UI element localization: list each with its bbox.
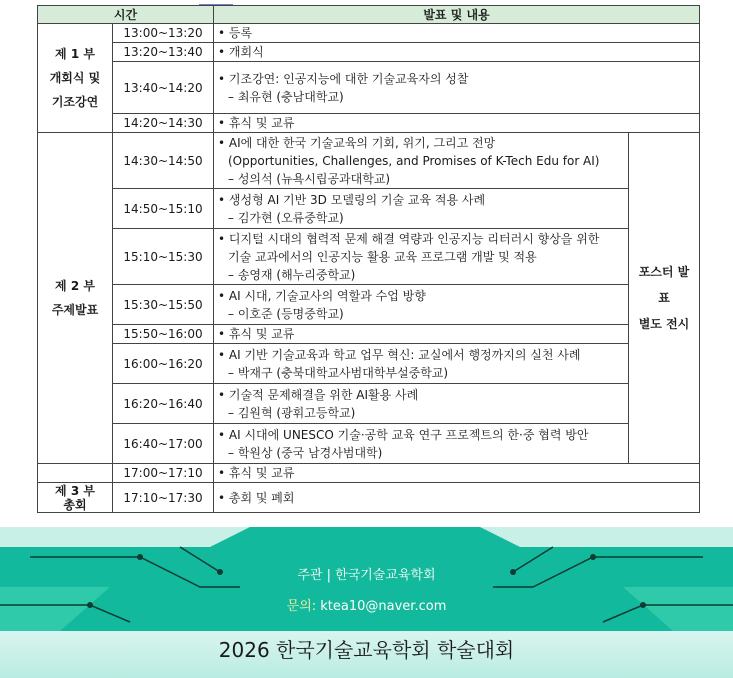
content-line: • 생성형 AI 기반 3D 모델링의 기술 교육 적용 사례 [218,192,486,207]
session-2-label [38,133,113,464]
time-cell: 14:20~14:30 [113,114,214,133]
poster-note [629,133,700,464]
circuit-node [137,554,143,560]
content-cell [214,229,629,285]
table-row [38,189,700,229]
table-row [38,464,700,483]
content-cell [214,483,700,513]
content-line: – 이호준 (등명중학교) [228,306,344,321]
session-2-line: 주제발표 [51,303,99,317]
content-cell [214,43,700,62]
content-line: – 김원혁 (광휘고등학교) [228,405,356,420]
content-line: • AI 기반 기술교육과 학교 업무 혁신: 교실에서 행정까지의 실천 사례 [218,347,581,362]
time-cell: 17:10~17:30 [113,483,214,513]
content-line: • 기술적 문제해결을 위한 AI활용 사례 [218,387,419,402]
content-line: 기술 교과에서의 인공지능 활용 교육 프로그램 개발 및 적용 [228,249,537,264]
time-cell: 14:30~14:50 [113,133,214,189]
circuit-band-right [480,527,733,547]
circuit-band-left [0,527,250,547]
content-cell [214,325,629,344]
content-line: • 디지털 시대의 협력적 문제 해결 역량과 인공지능 리터러시 향상을 위한 [218,231,600,246]
content-line: – 김가현 (오류중학교) [228,210,344,225]
table-row [38,424,700,464]
content-line: – 최유현 (충남대학교) [228,89,344,104]
content-line: • 기조강연: 인공지능에 대한 기술교육자의 성찰 [218,71,469,86]
time-cell: 16:40~17:00 [113,424,214,464]
content-line: • 휴식 및 교류 [218,327,295,341]
poster-line: 별도 전시 [638,317,690,331]
content-line: – 박재구 (충북대학교사범대학부설중학교) [228,365,449,380]
time-cell: 15:30~15:50 [113,285,214,325]
content-cell [214,62,700,114]
table-row [38,325,700,344]
time-cell: 13:00~13:20 [113,24,214,43]
content-cell [214,114,700,133]
table-row [38,133,700,189]
content-line: • 총회 및 폐회 [218,490,295,505]
circuit-node [590,554,596,560]
time-cell: 17:00~17:10 [113,464,214,483]
organizer-text: 주관 | 한국기술교육학회 [297,568,436,583]
content-line: (Opportunities, Challenges, and Promises of K-Tech Edu for AI) [228,153,600,168]
content-line: • 개회식 [218,45,264,59]
table-row [38,483,700,513]
content-cell [214,464,700,483]
empty-session-cell [38,464,113,483]
session-1-line: 개회식 및 [49,71,101,85]
time-cell: 15:10~15:30 [113,229,214,285]
content-line: • 휴식 및 교류 [218,116,295,130]
content-line: – 송영재 (해누리중학교) [228,267,356,282]
content-line: • AI 시대, 기술교사의 역할과 수업 방향 [218,288,426,303]
session-3-line: 제 3 부 [55,483,95,498]
content-line: • 등록 [218,26,253,40]
content-line: • AI에 대한 한국 기술교육의 기회, 위기, 그리고 전망 [218,135,496,150]
session-1-line: 기조강연 [51,95,99,109]
table-row [38,43,700,62]
table-row [38,344,700,384]
table-row [38,114,700,133]
time-cell: 16:00~16:20 [113,344,214,384]
content-line: – 학원상 (중국 남경사범대학) [228,445,383,460]
time-cell: 15:50~16:00 [113,325,214,344]
time-cell: 16:20~16:40 [113,384,214,424]
content-cell [214,424,629,464]
time-cell: 13:20~13:40 [113,43,214,62]
poster-line: 포스터 발표 [638,265,690,305]
time-cell: 13:40~14:20 [113,62,214,114]
conference-title: 2026 한국기술교육학회 학술대회 [218,638,515,662]
session-3-label [38,483,113,513]
header-time: 시간 [38,6,214,24]
schedule-table [37,5,700,513]
content-line: • AI 시대에 UNESCO 기술·공학 교육 연구 프로젝트의 한·중 협력 방안 [218,427,589,442]
contact-label: 문의: [286,599,317,614]
table-row [38,24,700,43]
table-row [38,285,700,325]
content-cell [214,133,629,189]
content-cell [214,285,629,325]
table-row [38,384,700,424]
table-header-row [38,6,700,24]
contact-email[interactable]: ktea10@naver.com [320,599,447,614]
content-cell [214,384,629,424]
content-line: – 성의석 (뉴욕시립공과대학교) [228,171,391,186]
contact-line [0,595,733,614]
table-row [38,229,700,285]
session-1-label [38,24,113,133]
content-cell [214,344,629,384]
session-2-line: 제 2 부 [55,279,95,293]
content-cell [214,24,700,43]
content-cell [214,189,629,229]
time-cell: 14:50~15:10 [113,189,214,229]
session-1-line: 제 1 부 [55,47,95,61]
table-row [38,62,700,114]
header-content: 발표 및 내용 [214,6,700,24]
content-line: • 휴식 및 교류 [218,466,295,480]
session-3-line: 총회 [63,497,87,512]
